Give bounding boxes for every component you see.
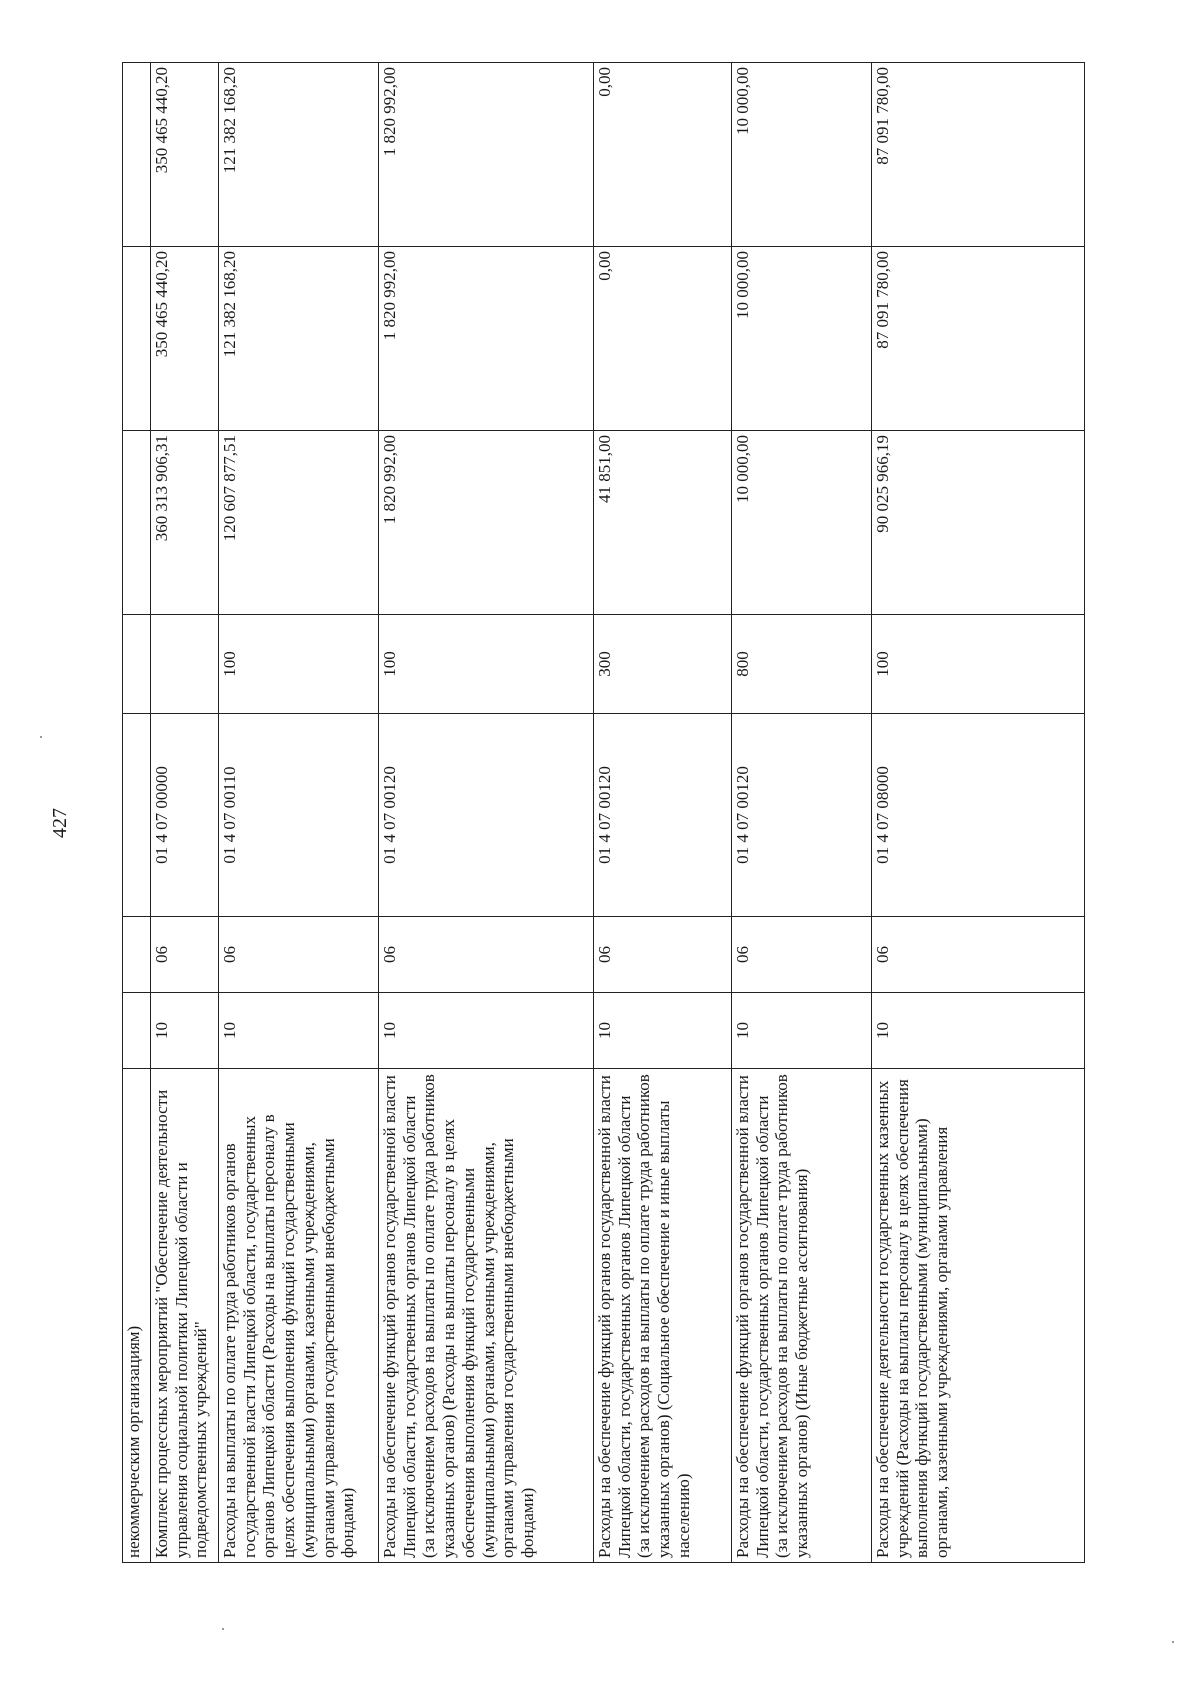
row-name: Расходы на обеспечение деятельности государственных казенных учреждений (Расходы на выплаты персоналу в целях обеспечения выполнения функций государственными (муниципальными) органами, казенными учреждениями, органами управления [872, 1069, 1085, 1563]
row-name: Расходы на обеспечение функций органов государственной власти Липецкой области, государственных органов Липецкой области (за исключением расходов на выплаты по оплате труда работников указанных органов) (Иные бюджетные ассигнования) [732, 1069, 872, 1563]
subsection-code [123, 917, 151, 993]
expense-type-code [151, 615, 219, 714]
amount-year-2: 121 382 168,20 [219, 247, 379, 431]
target-article-code: 01 4 07 00120 [379, 714, 594, 917]
section-code: 10 [219, 993, 379, 1069]
section-code: 10 [732, 993, 872, 1069]
amount-year-3: 87 091 780,00 [872, 63, 1085, 247]
target-article-code: 01 4 07 00110 [219, 714, 379, 917]
subsection-code: 06 [151, 917, 219, 993]
amount-year-1 [123, 431, 151, 615]
amount-year-3: 121 382 168,20 [219, 63, 379, 247]
table-row [379, 63, 594, 1563]
table-row [151, 63, 219, 1563]
row-name: Расходы на выплаты по оплате труда работников органов государственной власти Липецкой области, государственных органов Липецкой области (Расходы на выплаты персоналу в целях обеспечения выполнения функций государственными (муниципальными) органами, казенными учреждениями, органами управления государственными внебюджетными фондами) [219, 1069, 379, 1563]
target-article-code [123, 714, 151, 917]
row-name: некоммерческим организациям) [123, 1069, 151, 1563]
scan-speck [1172, 1641, 1174, 1643]
target-article-code: 01 4 07 00120 [732, 714, 872, 917]
expense-type-code: 100 [379, 615, 594, 714]
amount-year-1: 90 025 966,19 [872, 431, 1085, 615]
expense-type-code: 300 [594, 615, 732, 714]
table-row [872, 63, 1085, 1563]
section-code: 10 [151, 993, 219, 1069]
page-number: 427 [49, 808, 71, 838]
amount-year-2: 10 000,00 [732, 247, 872, 431]
table-row [732, 63, 872, 1563]
amount-year-3: 0,00 [594, 63, 732, 247]
subsection-code: 06 [379, 917, 594, 993]
section-code [123, 993, 151, 1069]
amount-year-2 [123, 247, 151, 431]
section-code: 10 [872, 993, 1085, 1069]
section-code: 10 [594, 993, 732, 1069]
amount-year-3: 1 820 992,00 [379, 63, 594, 247]
target-article-code: 01 4 07 00120 [594, 714, 732, 917]
amount-year-1: 1 820 992,00 [379, 431, 594, 615]
row-name: Комплекс процессных мероприятий "Обеспечение деятельности управления социальной политики Липецкой области и подведомственных учреждений" [151, 1069, 219, 1563]
subsection-code: 06 [872, 917, 1085, 993]
amount-year-2: 0,00 [594, 247, 732, 431]
amount-year-1: 360 313 906,31 [151, 431, 219, 615]
row-name: Расходы на обеспечение функций органов государственной власти Липецкой области, государственных органов Липецкой области (за исключением расходов на выплаты по оплате труда работников указанных органов) (Социальное обеспечение и иные выплаты населению) [594, 1069, 732, 1563]
rotated-page [49, 63, 1084, 1563]
expense-type-code: 800 [732, 615, 872, 714]
table-row [594, 63, 732, 1563]
table-row [123, 63, 151, 1563]
scan-speck [40, 736, 42, 738]
section-code: 10 [379, 993, 594, 1069]
subsection-code: 06 [594, 917, 732, 993]
target-article-code: 01 4 07 00000 [151, 714, 219, 917]
subsection-code: 06 [219, 917, 379, 993]
amount-year-2: 1 820 992,00 [379, 247, 594, 431]
amount-year-2: 350 465 440,20 [151, 247, 219, 431]
amount-year-1: 120 607 877,51 [219, 431, 379, 615]
amount-year-3: 350 465 440,20 [151, 63, 219, 247]
target-article-code: 01 4 07 08000 [872, 714, 1085, 917]
expense-type-code: 100 [872, 615, 1085, 714]
expense-type-code [123, 615, 151, 714]
expense-type-code: 100 [219, 615, 379, 714]
budget-table [122, 62, 1085, 1563]
scan-speck [222, 1628, 224, 1630]
amount-year-1: 41 851,00 [594, 431, 732, 615]
subsection-code: 06 [732, 917, 872, 993]
amount-year-1: 10 000,00 [732, 431, 872, 615]
amount-year-2: 87 091 780,00 [872, 247, 1085, 431]
amount-year-3: 10 000,00 [732, 63, 872, 247]
table-row [219, 63, 379, 1563]
row-name: Расходы на обеспечение функций органов государственной власти Липецкой области, государственных органов Липецкой области (за исключением расходов на выплаты по оплате труда работников указанных органов) (Расходы на выплаты персоналу в целях обеспечения выполнения функций государственными (муниципальными) органами, казенными учреждениями, органами управления государственными внебюджетными фондами) [379, 1069, 594, 1563]
amount-year-3 [123, 63, 151, 247]
